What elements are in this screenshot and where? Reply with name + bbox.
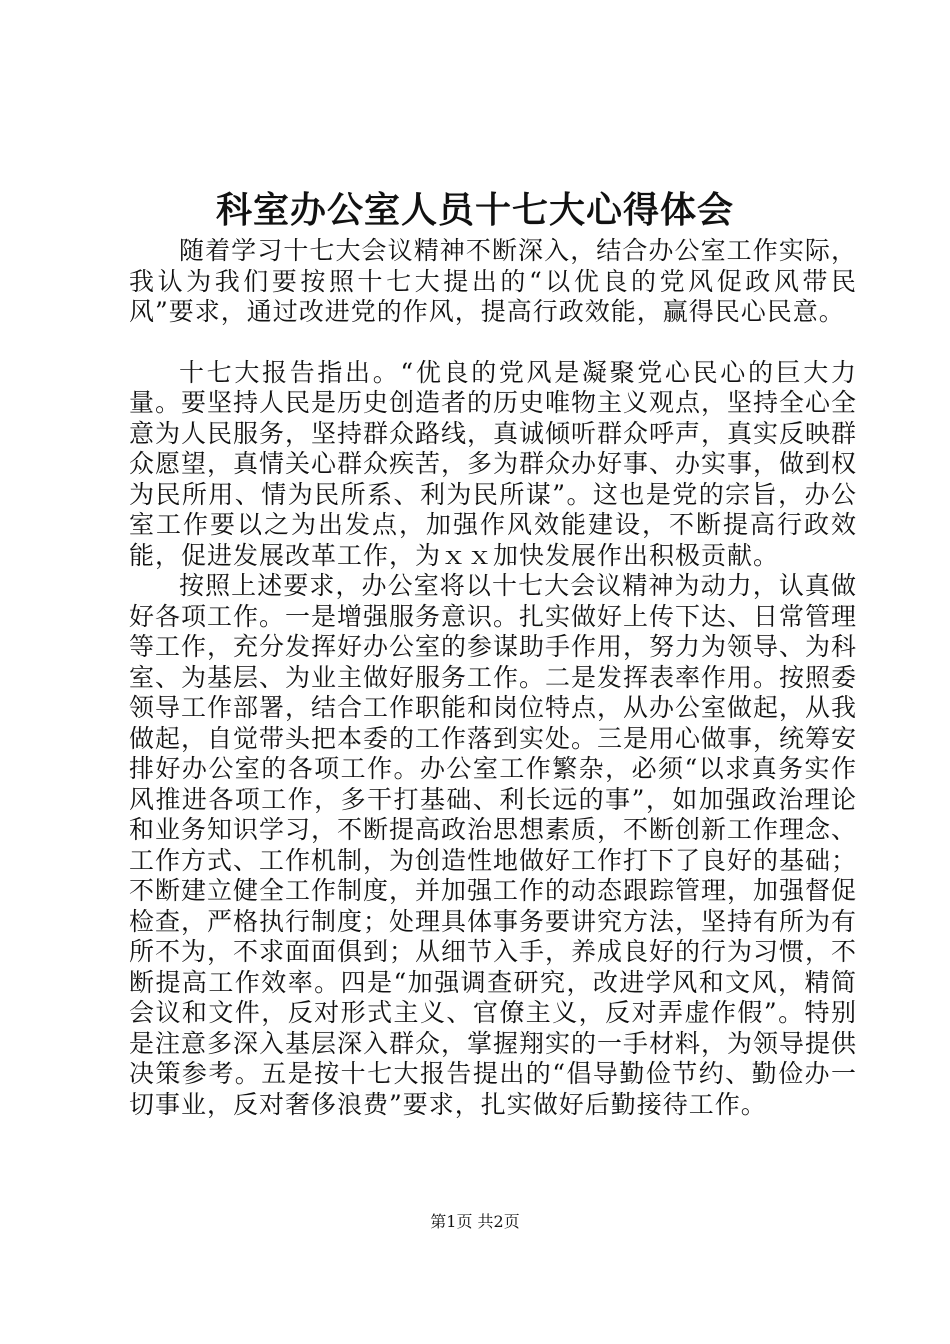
paragraph-3: 按照上述要求，办公室将以十七大会议精神为动力，认真做好各项工作。一是增强服务意识。扎实做好上传下达、日常管理等工作，充分发挥好办公室的参谋助手作用，努力为领导、为科室、为基层、为业主做好服务工作。二是发挥表率作用。按照委领导工作部署，结合工作职能和岗位特点，从办公室做起，从我做起，自觉带头把本委的工作落到实处。三是用心做事，统筹安排好办公室的各项工作。办公室工作繁杂，必须“以求真务实作风推进各项工作，多干打基础、利长远的事”，如加强政治理论和业务知识学习，不断提高政治思想素质，不断创新工作理念、工作方式、工作机制，为创造性地做好工作打下了良好的基础；不断建立健全工作制度，并加强工作的动态跟踪管理，加强督促检查，严格执行制度；处理具体事务要讲究方法，坚持有所为有所不为，不求面面俱到；从细节入手，养成良好的行为习惯，不断提高工作效率。四是“加强调查研究，改进学风和文风，精简会议和文件，反对形式主义、官僚主义，反对弄虚作假”。特别是注意多深入基层深入群众，掌握翔实的一手材料，为领导提供决策参考。五是按十七大报告提出的“倡导勤俭节约、勤俭办一切事业，反对奢侈浪费”要求，扎实做好后勤接待工作。: [129, 571, 858, 1119]
paragraph-2: 十七大报告指出。“优良的党风是凝聚党心民心的巨大力量。要坚持人民是历史创造者的历史唯物主义观点，坚持全心全意为人民服务，坚持群众路线，真诚倾听群众呼声，真实反映群众愿望，真情关心群众疾苦，多为群众办好事、办实事，做到权为民所用、情为民所系、利为民所谋”。这也是党的宗旨，办公室工作要以之为出发点，加强作风效能建设，不断提高行政效能，促进发展改革工作，为ｘｘ加快发展作出积极贡献。: [129, 357, 858, 570]
paragraph-1: 随着学习十七大会议精神不断深入，结合办公室工作实际，我认为我们要按照十七大提出的“以优良的党风促政风带民风”要求，通过改进党的作风，提高行政效能，赢得民心民意。: [129, 236, 857, 326]
page-number-footer: 第1页 共2页: [430, 1212, 520, 1231]
document-title: 科室办公室人员十七大心得体会: [215, 189, 734, 231]
document-body: [129, 236, 857, 1120]
